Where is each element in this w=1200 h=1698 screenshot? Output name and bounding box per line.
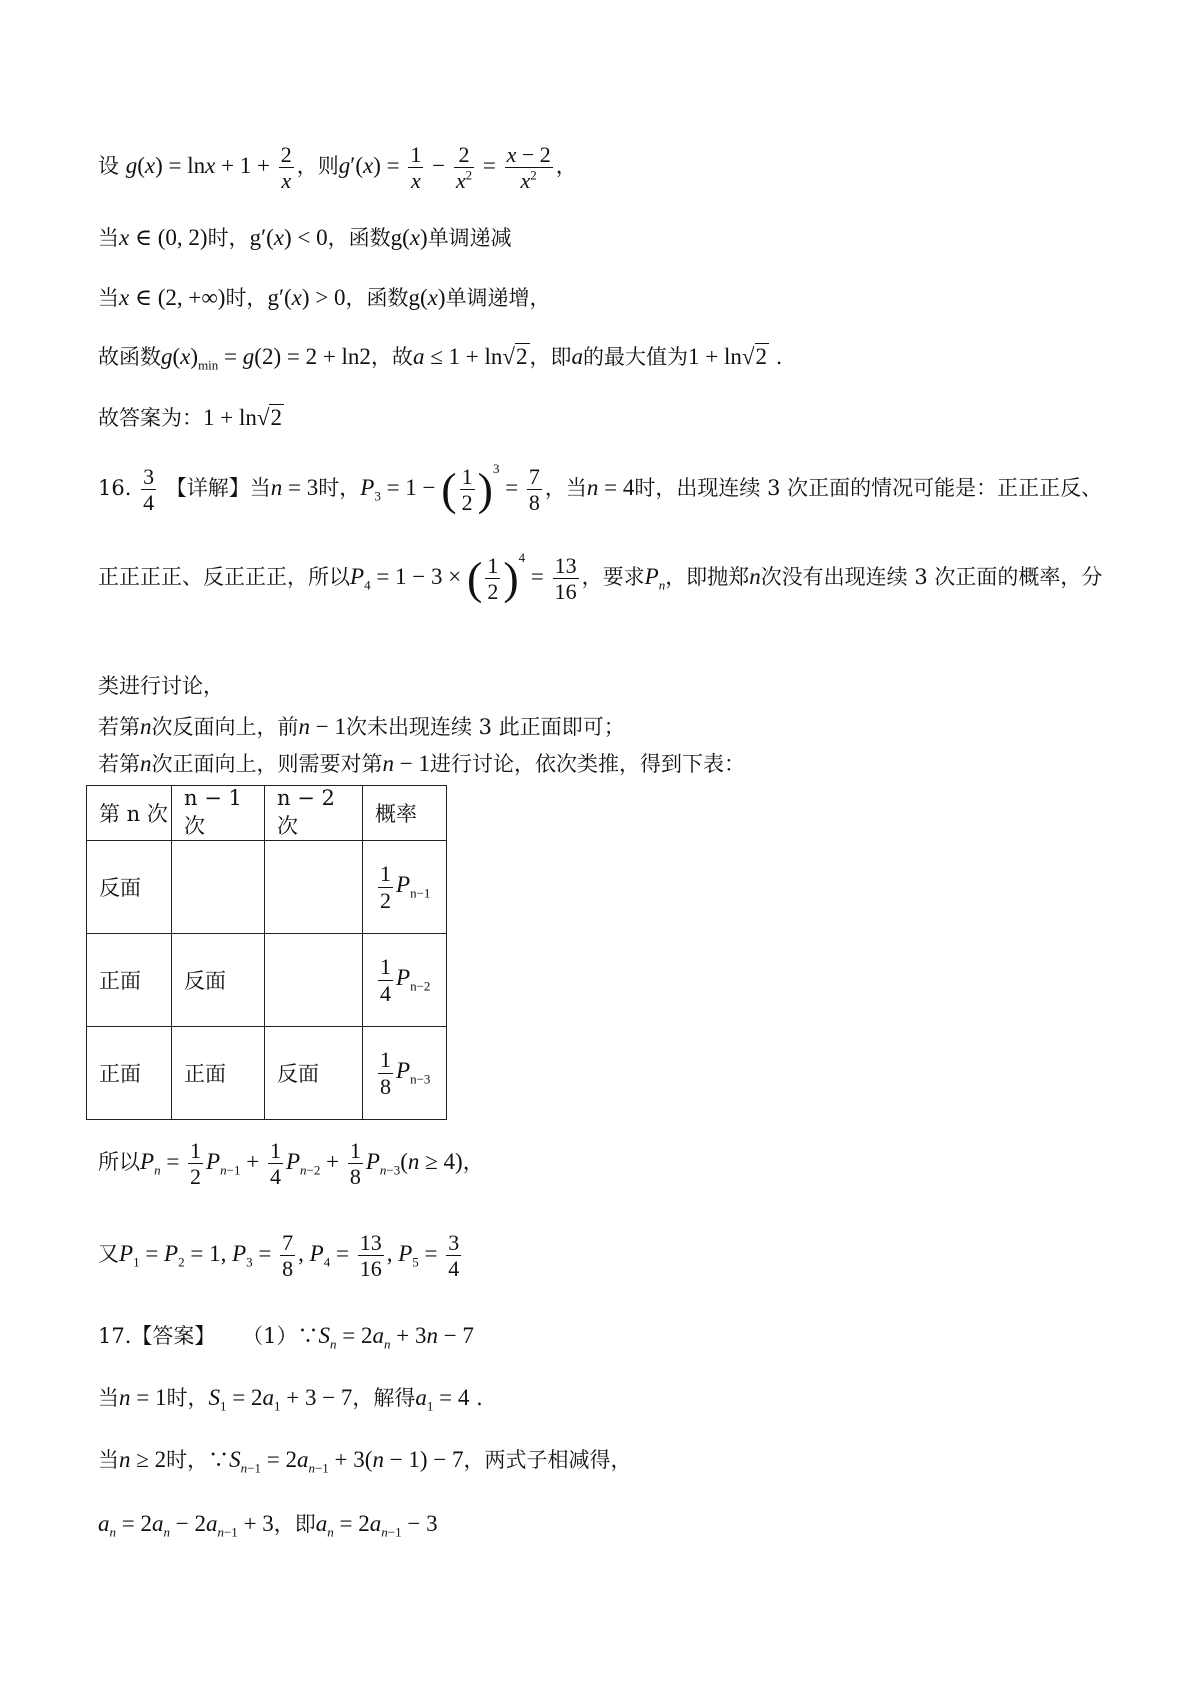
table-cell: [172, 841, 265, 934]
header-cell: n − 2 次: [265, 786, 363, 841]
table-cell: 反面: [87, 841, 172, 934]
table-cell: 反面: [265, 1027, 363, 1120]
table-cell: 正面: [87, 1027, 172, 1120]
header-cell: 第 n 次: [87, 786, 172, 841]
table-row: [87, 1027, 447, 1120]
line-initial-values: 又$P_1 = P_2 = 1$, $P_3$ = $\frac{7}{8}$ , $P_4$ = $\frac{13}{16}$ , $P_5$ = $\frac{3}{4}$: [98, 1230, 460, 1282]
table-cell: 反面: [172, 934, 265, 1027]
q16-line-1: 16. $\frac{3}{4}$ 【详解】当n = 3时，$P_3 = 1$ − ( $\frac{1}{2}$ )$^3$ = $\frac{7}{8}$ ，当n = 4时，出现连续 3 次正面的情况可能是：正正正反、: [98, 461, 1103, 516]
line-minimum: 故函数$g(x)_{min} = g(2) = 2 + \ln 2$，故a ≤ 1 + ln√2，即a的最大值为1 + ln√2 .: [98, 344, 783, 373]
table-header-row: [87, 786, 447, 841]
probability-table: [86, 785, 447, 1120]
q16-line-3: 类进行讨论，: [98, 674, 224, 698]
table-row: [87, 934, 447, 1027]
line-g-definition: 设 g(x) = lnx + 1 + $\frac{2}{x}$ ，则g′(x) = $\frac{1}{x}$ − $\frac{2}{x^2}$ = $\frac{x - 2}{x^2}$ ，: [98, 142, 577, 194]
probability-cell: $\frac{1}{4}$ $P_{n-2}$: [363, 934, 447, 1027]
probability-cell: $\frac{1}{2}$ $P_{n-1}$: [363, 841, 447, 934]
q16-line-2: 正正正正、反正正正，所以$P_4 = 1 - 3$ × ( $\frac{1}{2}$ )$^4$ = $\frac{13}{16}$ ，要求$P_n$，即抛郑n次没有出现连续 3 次正面的概率，分: [98, 550, 1103, 605]
line-answer-15: 故答案为：1 + ln√2: [98, 405, 282, 430]
probability-cell: $\frac{1}{8}$ $P_{n-3}$: [363, 1027, 447, 1120]
table-row: [87, 841, 447, 934]
line-recurrence: 所以$P_n$ = $\frac{1}{2}$ $P_{n-1}$ + $\frac{1}{4}$ $P_{n-2}$ + $\frac{1}{8}$ $P_{n-3}(n \ge 4)$，: [98, 1138, 484, 1190]
q16-line-5: 若第n次正面向上，则需要对第n − 1进行讨论，依次类推，得到下表：: [98, 751, 745, 776]
q17-line-4: $a_n = 2a_n - 2a_{n-1} + 3$，即$a_n = 2a_{n-1} - 3$: [98, 1511, 438, 1540]
table-cell: [265, 841, 363, 934]
header-cell: n − 1 次: [172, 786, 265, 841]
q17-line-1: 17.【答案】 $(1)\because S_n = 2a_n + 3n - 7$: [98, 1323, 474, 1352]
q17-line-2: 当n = 1时，$S_1 = 2a_1 + 3 - 7$，解得$a_1 = 4$ .: [98, 1385, 483, 1414]
q17-line-3: 当n ≥ 2时，$\because S_{n-1} = 2a_{n-1} + 3(n - 1) - 7$，两式子相减得，: [98, 1447, 632, 1476]
table-cell: 正面: [172, 1027, 265, 1120]
table-cell: [265, 934, 363, 1027]
header-cell: 概率: [363, 786, 447, 841]
table-cell: 正面: [87, 934, 172, 1027]
line-increasing: 当x ∈ (2, +∞)时，g′(x) > 0，函数g(x)单调递增，: [98, 285, 551, 310]
q16-line-4: 若第n次反面向上，前n − 1次未出现连续 3 此正面即可；: [98, 714, 625, 739]
line-decreasing: 当x ∈ (0, 2)时，g′(x) < 0，函数g(x)单调递减: [98, 225, 512, 250]
